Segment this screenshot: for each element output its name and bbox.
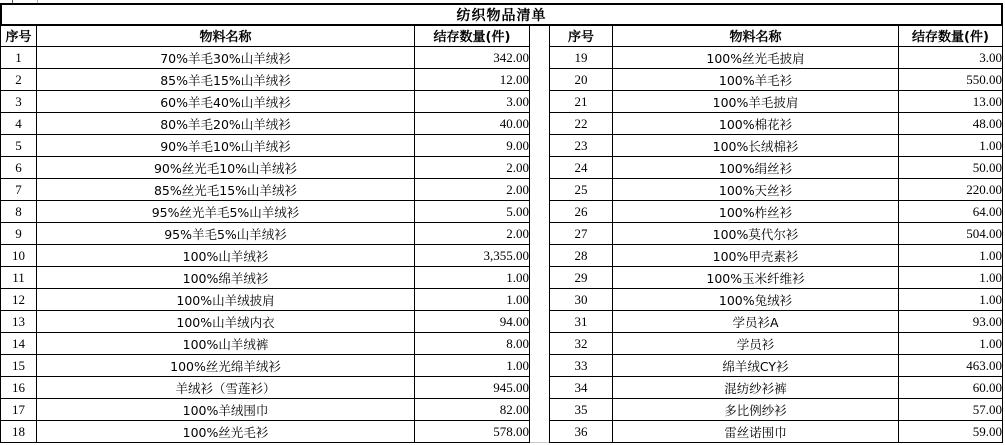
header-row [1,25,530,47]
table-row [550,91,1003,113]
cell-material-name[interactable]: 85%丝光毛15%山羊绒衫 [37,179,415,201]
cell-index[interactable]: 9 [1,223,37,245]
cell-index[interactable]: 22 [550,113,613,135]
cell-index[interactable]: 23 [550,135,613,157]
table-row [1,267,530,289]
cell-quantity[interactable]: 1.00 [899,289,1003,311]
cell-quantity[interactable]: 1.00 [415,355,530,377]
column-header-index[interactable]: 序号 [1,25,37,47]
cell-material-name[interactable]: 60%羊毛40%山羊绒衫 [37,91,415,113]
cell-material-name[interactable]: 学员衫A [613,311,899,333]
table-row [550,377,1003,399]
cell-index[interactable]: 5 [1,135,37,157]
cell-index[interactable]: 30 [550,289,613,311]
cell-quantity[interactable]: 9.00 [415,135,530,157]
cell-quantity[interactable]: 8.00 [415,333,530,355]
cell-quantity[interactable]: 57.00 [899,399,1003,421]
cell-index[interactable]: 10 [1,245,37,267]
table-row [550,157,1003,179]
cell-material-name[interactable]: 70%羊毛30%山羊绒衫 [37,47,415,69]
table-row [1,69,530,91]
cell-material-name[interactable]: 学员衫 [613,333,899,355]
table-row [550,399,1003,421]
cell-material-name[interactable]: 100%莫代尔衫 [613,223,899,245]
cell-quantity[interactable]: 220.00 [899,179,1003,201]
cell-index[interactable]: 29 [550,267,613,289]
table-row [1,157,530,179]
column-header-quantity[interactable]: 结存数量(件) [415,25,530,47]
cell-index[interactable]: 18 [1,421,37,443]
cell-material-name[interactable]: 100%丝光毛衫 [37,421,415,443]
table-row [1,91,530,113]
cell-quantity[interactable]: 2.00 [415,223,530,245]
table-row [550,69,1003,91]
column-header-material[interactable]: 物料名称 [37,25,415,47]
table-row [1,179,530,201]
table-row [1,289,530,311]
cell-material-name[interactable]: 多比例纱衫 [613,399,899,421]
cell-quantity[interactable]: 12.00 [415,69,530,91]
table-row [1,421,530,443]
cell-quantity[interactable]: 60.00 [899,377,1003,399]
cell-index[interactable]: 13 [1,311,37,333]
table-row [1,135,530,157]
cell-quantity[interactable]: 40.00 [415,113,530,135]
cell-index[interactable]: 34 [550,377,613,399]
table-row [550,245,1003,267]
table-row [550,355,1003,377]
table-row [1,223,530,245]
table-row [550,333,1003,355]
cell-material-name[interactable]: 100%绵羊绒衫 [37,267,415,289]
cell-material-name[interactable]: 80%羊毛20%山羊绒衫 [37,113,415,135]
cell-material-name[interactable]: 100%绢丝衫 [613,157,899,179]
cell-index[interactable]: 33 [550,355,613,377]
cell-index[interactable]: 16 [1,377,37,399]
table-row [550,267,1003,289]
cell-index[interactable]: 12 [1,289,37,311]
cell-quantity[interactable]: 504.00 [899,223,1003,245]
cell-quantity[interactable]: 550.00 [899,69,1003,91]
cell-material-name[interactable]: 绵羊绒CY衫 [613,355,899,377]
cell-index[interactable]: 27 [550,223,613,245]
cell-quantity[interactable]: 3.00 [415,91,530,113]
cell-quantity[interactable]: 342.00 [415,47,530,69]
table-row [550,47,1003,69]
tables-container [0,24,1003,443]
cell-material-name[interactable]: 95%丝光羊毛5%山羊绒衫 [37,201,415,223]
cell-material-name[interactable]: 100%羊绒围巾 [37,399,415,421]
table-row [1,113,530,135]
cell-material-name[interactable]: 100%山羊绒披肩 [37,289,415,311]
table-row [550,311,1003,333]
header-row [550,25,1003,47]
cell-quantity[interactable]: 3,355.00 [415,245,530,267]
cell-quantity[interactable]: 1.00 [899,245,1003,267]
cell-quantity[interactable]: 945.00 [415,377,530,399]
cell-material-name[interactable]: 100%羊毛披肩 [613,91,899,113]
cell-quantity[interactable]: 1.00 [899,135,1003,157]
cell-material-name[interactable]: 100%棉花衫 [613,113,899,135]
cell-index[interactable]: 21 [550,91,613,113]
cell-index[interactable]: 31 [550,311,613,333]
table-row [1,47,530,69]
cell-index[interactable]: 3 [1,91,37,113]
cell-material-name[interactable]: 100%山羊绒内衣 [37,311,415,333]
cell-quantity[interactable]: 1.00 [415,289,530,311]
cell-quantity[interactable]: 64.00 [899,201,1003,223]
cell-quantity[interactable]: 1.00 [899,333,1003,355]
cell-quantity[interactable]: 50.00 [899,157,1003,179]
cell-index[interactable]: 6 [1,157,37,179]
cell-index[interactable]: 14 [1,333,37,355]
cell-material-name[interactable]: 雷丝诺围巾 [613,421,899,443]
table-row [1,333,530,355]
column-header-quantity[interactable]: 结存数量(件) [899,25,1003,47]
cell-quantity[interactable]: 2.00 [415,179,530,201]
cell-quantity[interactable]: 48.00 [899,113,1003,135]
cell-index[interactable]: 7 [1,179,37,201]
cell-quantity[interactable]: 1.00 [415,267,530,289]
cell-index[interactable]: 28 [550,245,613,267]
table-row [1,355,530,377]
table-row [1,311,530,333]
cell-quantity[interactable]: 463.00 [899,355,1003,377]
cell-material-name[interactable]: 85%羊毛15%山羊绒衫 [37,69,415,91]
cell-index[interactable]: 17 [1,399,37,421]
table-gap [530,24,549,443]
cell-index[interactable]: 35 [550,399,613,421]
cell-quantity[interactable]: 82.00 [415,399,530,421]
cell-index[interactable]: 11 [1,267,37,289]
table-row [1,245,530,267]
cell-quantity[interactable]: 1.00 [899,267,1003,289]
cell-quantity[interactable]: 94.00 [415,311,530,333]
inventory-table-left [0,24,530,443]
cell-material-name[interactable]: 100%山羊绒衫 [37,245,415,267]
cell-material-name[interactable]: 羊绒衫（雪莲衫） [37,377,415,399]
cell-index[interactable]: 25 [550,179,613,201]
cell-index[interactable]: 15 [1,355,37,377]
cell-quantity[interactable]: 2.00 [415,157,530,179]
cell-material-name[interactable]: 100%柞丝衫 [613,201,899,223]
cell-material-name[interactable]: 100%天丝衫 [613,179,899,201]
cell-material-name[interactable]: 100%羊毛衫 [613,69,899,91]
cell-material-name[interactable]: 100%玉米纤维衫 [613,267,899,289]
table-row [1,399,530,421]
table-row [550,223,1003,245]
cell-quantity[interactable]: 5.00 [415,201,530,223]
table-row [1,377,530,399]
cell-material-name[interactable]: 100%长绒棉衫 [613,135,899,157]
cell-index[interactable]: 20 [550,69,613,91]
cell-material-name[interactable]: 90%丝光毛10%山羊绒衫 [37,157,415,179]
cell-index[interactable]: 32 [550,333,613,355]
column-header-index[interactable]: 序号 [550,25,613,47]
cell-index[interactable]: 36 [550,421,613,443]
cell-material-name[interactable]: 混纺纱衫裤 [613,377,899,399]
cell-index[interactable]: 19 [550,47,613,69]
cell-material-name[interactable]: 100%甲壳素衫 [613,245,899,267]
inventory-table-right [549,24,1003,443]
cell-index[interactable]: 1 [1,47,37,69]
table-row [1,201,530,223]
table-row [550,179,1003,201]
cell-index[interactable]: 26 [550,201,613,223]
cell-material-name[interactable]: 100%丝光绵羊绒衫 [37,355,415,377]
cell-quantity[interactable]: 578.00 [415,421,530,443]
cell-material-name[interactable]: 100%兔绒衫 [613,289,899,311]
page-title[interactable]: 纺织物品清单 [0,3,1003,26]
cell-material-name[interactable]: 95%羊毛5%山羊绒衫 [37,223,415,245]
cell-index[interactable]: 8 [1,201,37,223]
cell-quantity[interactable]: 93.00 [899,311,1003,333]
cell-quantity[interactable]: 13.00 [899,91,1003,113]
cell-index[interactable]: 4 [1,113,37,135]
cell-material-name[interactable]: 90%羊毛10%山羊绒衫 [37,135,415,157]
gridline-bottom [530,442,549,443]
cell-material-name[interactable]: 100%丝光毛披肩 [613,47,899,69]
cell-index[interactable]: 24 [550,157,613,179]
table-row [550,201,1003,223]
cell-material-name[interactable]: 100%山羊绒裤 [37,333,415,355]
table-row [550,421,1003,443]
table-row [550,289,1003,311]
column-header-material[interactable]: 物料名称 [613,25,899,47]
cell-index[interactable]: 2 [1,69,37,91]
table-row [550,113,1003,135]
table-row [550,135,1003,157]
cell-quantity[interactable]: 59.00 [899,421,1003,443]
cell-quantity[interactable]: 3.00 [899,47,1003,69]
